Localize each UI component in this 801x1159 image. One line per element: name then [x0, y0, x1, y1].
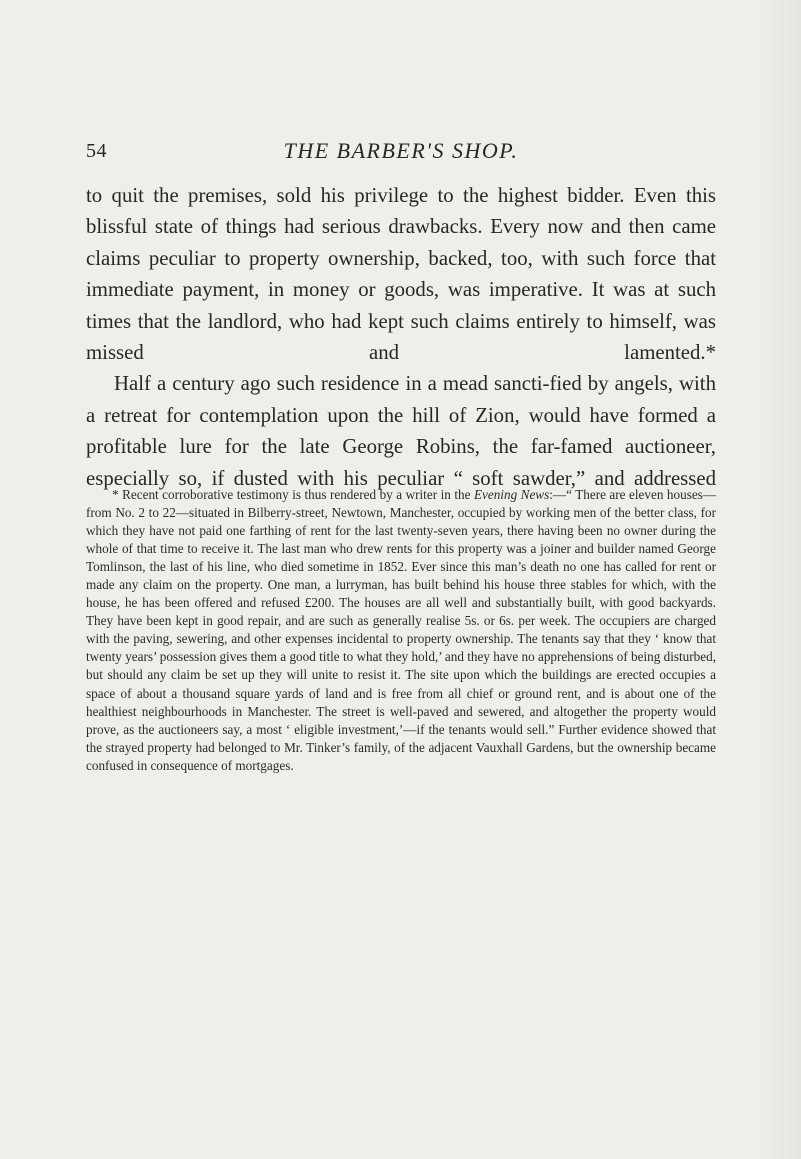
footnote [86, 486, 716, 775]
footnote-text: :—“ There are eleven houses—from No. 2 to 22—situated in Bilberry-street, Newtown, Manchester, occupied by working men of the better class, for which they have not paid one farthing of rent for the last twenty-seven years, there having been no owner during the whole of that time to receive it. The last man who drew rents for this property was a joiner and builder named George Tomlinson, the last of his line, who died sometime in 1852. Ever since this man’s death no one has called for rent or made any claim on the property. One man, a lurryman, has built behind his house three stables for which, with the house, he has been offered and refused £200. The houses are all well and substantially built, with good backyards. They have been kept in good repair, and are such as generally realise 5s. or 6s. per week. The occupiers are charged with the paving, sewering, and other expenses incidental to property ownership. The tenants say that they ‘ know that twenty years’ possession gives them a good title to what they hold,’ and they have no apprehensions of being disturbed, but should any claim be set up they will unite to resist it. The site upon which the buildings are erected occupies a space of about a thousand square yards of land and is free from all chief or ground rent, and is about one of the healthiest neighbourhoods in Manchester. The street is well-paved and sewered, and altogether the property would prove, as the auctioneers say, a most ‘ eligible investment,’—if the tenants would sell.” Further evidence showed that the strayed property had belonged to Mr. Tinker’s family, of the adjacent Vauxhall Gardens, but the ownership became confused in consequence of mortgages. [86, 487, 717, 773]
running-title: THE BARBER'S SHOP. [283, 138, 519, 163]
footnote-source: Evening News [473, 487, 550, 502]
paragraph-continued: to quit the premises, sold his privilege to the highest bidder. Even this blissful state of things had serious drawbacks. Every now and then came claims peculiar to property ownership, backed, too, with such force that immediate payment, in money or goods, was imperative. It was at such times that the landlord, who had kept such claims entirely to himself, was missed and lamented.* [86, 184, 716, 365]
footnote-marker: * Recent corroborative testimony is thus rendered by a writer in the [112, 487, 471, 502]
main-text [86, 180, 716, 494]
footnote-paragraph [86, 486, 716, 775]
page-header [86, 138, 716, 168]
page-number: 54 [86, 140, 107, 162]
page-edge-shadow [761, 0, 801, 1159]
paragraph-new: Half a century ago such residence in a mead sancti-fied by angels, with a retreat for contemplation upon the hill of Zion, would have formed a profitable lure for the late George Robins, the far-famed auctioneer, especially so, if dusted with his peculiar “ soft sawder,” and addressed [86, 372, 716, 490]
